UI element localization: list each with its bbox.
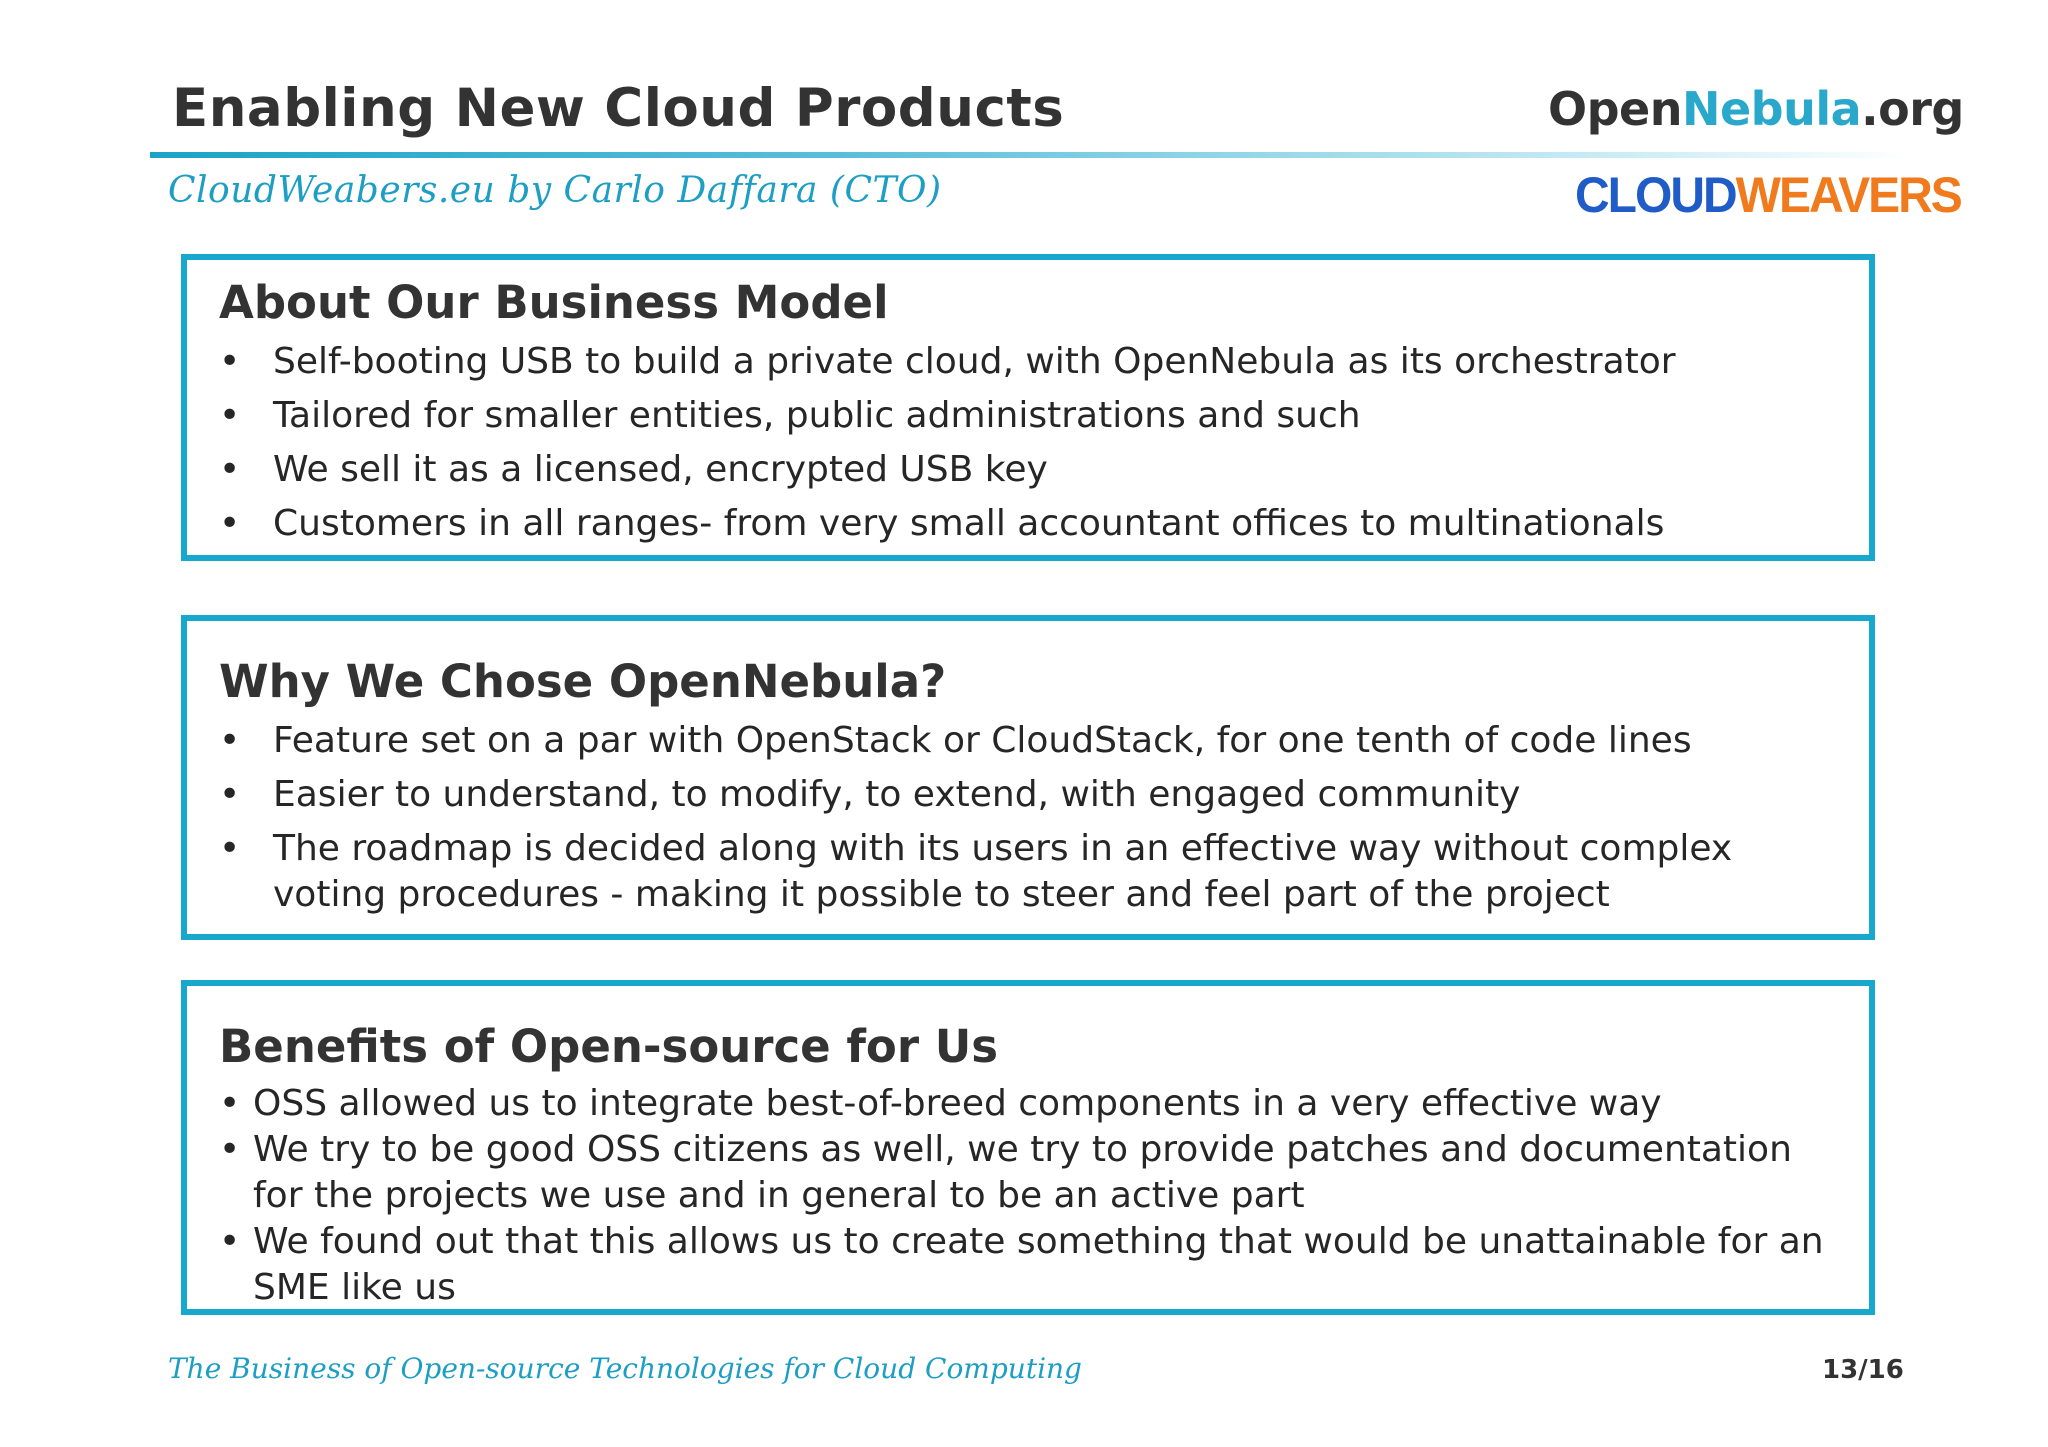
section-heading: Benefits of Open-source for Us <box>219 1020 999 1073</box>
page-number: 13/16 <box>1822 1355 1904 1385</box>
bullet-icon: • <box>219 1129 241 1170</box>
list-item <box>219 718 1839 764</box>
slide-title: Enabling New Cloud Products <box>172 78 1065 139</box>
list-item-text: We sell it as a licensed, encrypted USB key <box>273 449 1048 490</box>
section-why-opennebula <box>181 615 1875 940</box>
list-item <box>219 772 1839 818</box>
bullet-icon: • <box>219 449 241 490</box>
list-item <box>219 1127 1839 1219</box>
slide-subtitle: CloudWeabers.eu by Carlo Daffara (CTO) <box>168 170 942 211</box>
list-item-text: OSS allowed us to integrate best-of-breed components in a very effective way <box>253 1083 1662 1124</box>
list-item-text: Easier to understand, to modify, to extend, with engaged community <box>273 774 1521 815</box>
bullet-list <box>219 718 1839 918</box>
brand-accent: Nebula <box>1681 82 1862 136</box>
bullet-list <box>219 1081 1839 1311</box>
list-item <box>219 393 1839 439</box>
section-heading: Why We Chose OpenNebula? <box>219 655 947 708</box>
list-item-text: We try to be good OSS citizens as well, we try to provide patches and documentation for the projects we use and in general to be an active part <box>253 1129 1792 1216</box>
bullet-icon: • <box>219 341 241 382</box>
brand-suffix: .org <box>1861 82 1964 136</box>
list-item <box>219 1219 1839 1311</box>
bullet-icon: • <box>219 503 241 544</box>
section-heading: About Our Business Model <box>219 276 889 329</box>
opennebula-brand <box>1548 82 1964 136</box>
logo-part-weavers: WEAVERS <box>1735 167 1961 224</box>
list-item <box>219 1081 1839 1127</box>
list-item <box>219 447 1839 493</box>
list-item-text: Customers in all ranges- from very small accountant offices to multinationals <box>273 503 1665 544</box>
bullet-icon: • <box>219 720 241 761</box>
list-item <box>219 339 1839 385</box>
list-item <box>219 501 1839 547</box>
brand-main: Open <box>1548 82 1682 136</box>
list-item-text: Tailored for smaller entities, public administrations and such <box>273 395 1361 436</box>
list-item-text: Self-booting USB to build a private cloud, with OpenNebula as its orchestrator <box>273 341 1676 382</box>
header-divider <box>150 152 1910 158</box>
bullet-icon: • <box>219 395 241 436</box>
footer-caption: The Business of Open-source Technologies for Cloud Computing <box>168 1352 1082 1385</box>
list-item-text: The roadmap is decided along with its users in an effective way without complex voting procedures - making it possible to steer and feel part of the project <box>273 828 1733 915</box>
bullet-icon: • <box>219 1221 241 1262</box>
section-oss-benefits <box>181 980 1875 1315</box>
bullet-icon: • <box>219 1083 241 1124</box>
bullet-icon: • <box>219 828 241 869</box>
list-item-text: Feature set on a par with OpenStack or CloudStack, for one tenth of code lines <box>273 720 1692 761</box>
bullet-list <box>219 339 1839 547</box>
logo-part-cloud: CLOUD <box>1575 167 1736 224</box>
list-item <box>219 826 1839 918</box>
section-business-model <box>181 254 1875 561</box>
list-item-text: We found out that this allows us to create something that would be unattainable for an SME like us <box>253 1221 1824 1308</box>
cloudweavers-logo <box>1575 167 1961 225</box>
bullet-icon: • <box>219 774 241 815</box>
